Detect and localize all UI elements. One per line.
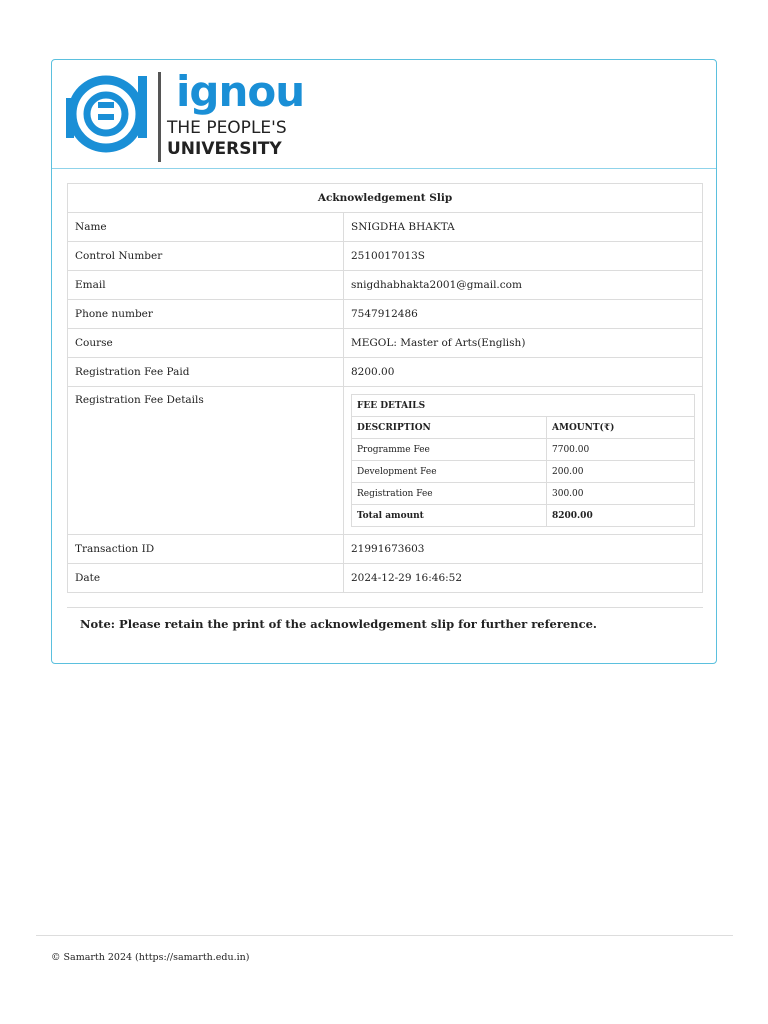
fee-description: Development Fee [352,461,547,483]
row-label: Registration Fee Details [68,387,344,535]
table-row [68,564,703,593]
row-value: snigdhabhakta2001@gmail.com [344,271,703,300]
header-logo-area [52,60,716,169]
table-row [68,387,703,535]
row-label: Name [68,213,344,242]
fee-total-label: Total amount [352,505,547,527]
row-value: 2510017013S [344,242,703,271]
row-value: 21991673603 [344,535,703,564]
table-row [68,535,703,564]
table-row [68,300,703,329]
table-row [68,213,703,242]
row-value: 7547912486 [344,300,703,329]
fee-details-cell [344,387,703,535]
fee-col-amount: AMOUNT(₹) [547,417,695,439]
fee-amount: 200.00 [547,461,695,483]
table-row [68,358,703,387]
footer-divider [36,935,733,936]
table-row [68,242,703,271]
logo-divider [158,72,161,162]
row-label: Registration Fee Paid [68,358,344,387]
fee-description: Programme Fee [352,439,547,461]
slip-title: Acknowledgement Slip [68,184,703,213]
table-row [68,329,703,358]
row-label: Date [68,564,344,593]
row-value: SNIGDHA BHAKTA [344,213,703,242]
fee-details-table [351,394,695,527]
row-label: Course [68,329,344,358]
fee-description: Registration Fee [352,483,547,505]
logo-tagline-line2: UNIVERSITY [167,139,282,159]
logo-wordmark: ignou [176,67,305,116]
table-row [68,271,703,300]
ignou-emblem-icon [66,68,156,162]
row-value: 2024-12-29 16:46:52 [344,564,703,593]
fee-row [352,483,695,505]
retain-print-note: Note: Please retain the print of the acknowledgement slip for further reference. [80,617,597,631]
ignou-logo [66,67,305,162]
acknowledgement-table [67,183,703,593]
note-divider [67,607,703,608]
acknowledgement-card [51,59,717,664]
fee-row [352,439,695,461]
footer-copyright: © Samarth 2024 (https://samarth.edu.in) [51,952,250,963]
fee-amount: 7700.00 [547,439,695,461]
row-label: Control Number [68,242,344,271]
row-label: Email [68,271,344,300]
row-label: Transaction ID [68,535,344,564]
fee-table-title: FEE DETAILS [352,395,695,417]
fee-total-row [352,505,695,527]
fee-amount: 300.00 [547,483,695,505]
row-label: Phone number [68,300,344,329]
row-value: 8200.00 [344,358,703,387]
fee-row [352,461,695,483]
logo-tagline-line1: THE PEOPLE'S [167,118,287,138]
fee-total-amount: 8200.00 [547,505,695,527]
fee-col-description: DESCRIPTION [352,417,547,439]
row-value: MEGOL: Master of Arts(English) [344,329,703,358]
